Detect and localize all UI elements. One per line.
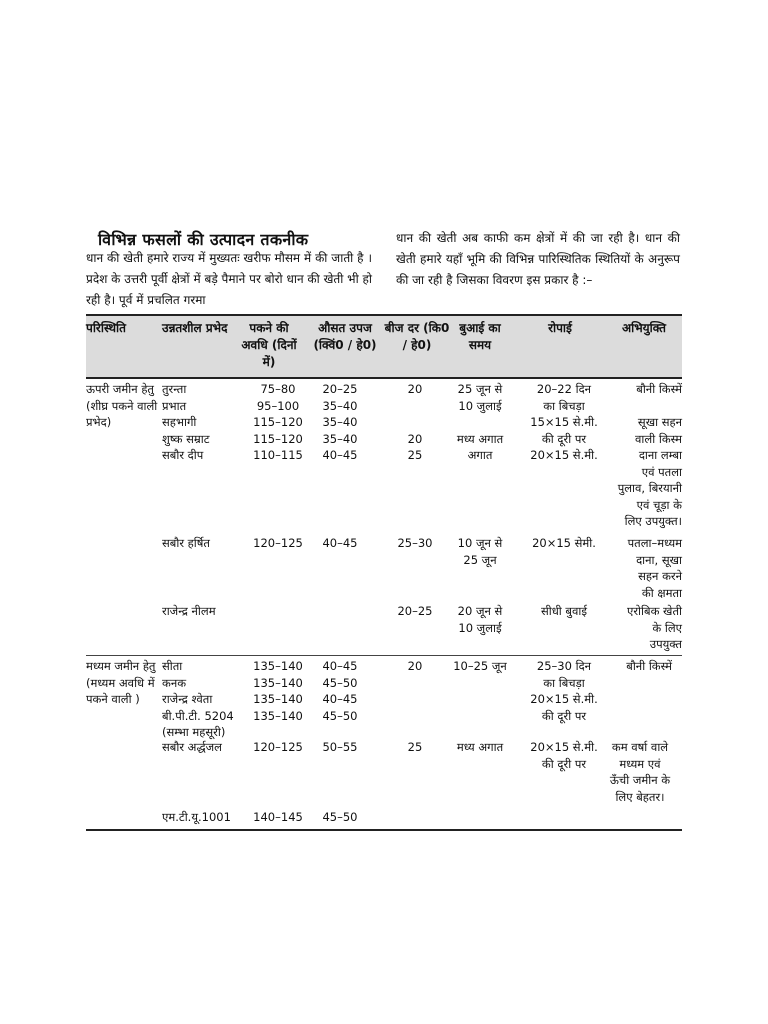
header-condition: परिस्थिति [86,321,126,335]
header-remarks: अभियुक्ति [621,321,667,335]
harshit-transplant: 20×15 सेमी. [532,536,596,550]
medium-yields: 40–45 45–50 40–45 45–50 [322,659,358,723]
upland-durations: 75–80 95–100 115–120 115–120 110–115 [253,382,303,462]
upland-remarks: बौनी किस्में सूखा सहन वाली किस्म दाना लम्बा एवं पतला पुलाव, बिरयानी एवं चूड़ा के लिए उपयुक्त। [617,382,682,528]
upland-transplant: 20–22 दिन का बिचड़ा 15×15 से.मी. की दूरी पर 20×15 से.मी. [530,382,598,462]
mtu-variety: एम.टी.यू.1001 [162,810,231,824]
medium-varieties: सीता कनक राजेन्द्र श्वेता बी.पी.टी. 5204 (सम्भा महसूरी) [162,659,234,739]
ardhjal-sowing: मध्य अगात [456,740,504,754]
header-yield: औसत उपज (क्विं0 / हे0) [313,321,377,352]
ardhjal-variety: सबौर अर्द्धजल [162,740,222,754]
neelam-seed-rate: 20–25 [397,604,433,618]
header-duration: पकने की अवधि (दिनों में) [241,321,297,369]
ardhjal-seed-rate: 25 [407,740,423,754]
neelam-remarks: एरोबिक खेती के लिए उपयुक्त [626,604,682,651]
neelam-sowing: 20 जून से 10 जुलाई [457,604,503,635]
section-heading: विभिन्न फसलों की उत्पादन तकनीक [98,230,309,249]
medium-seed-rate: 20 [407,659,423,673]
harshit-sowing: 10 जून से 25 जून [457,536,503,567]
upland-yields: 20–25 35–40 35–40 35–40 40–45 [322,382,358,462]
header-transplanting: रोपाई [548,321,572,335]
medium-sowing: 10–25 जून [453,659,507,673]
ardhjal-duration: 120–125 [253,740,303,754]
rice-varieties-table [86,314,682,379]
header-seed-rate: बीज दर (कि0 / हे0) [384,321,450,352]
medium-condition: मध्यम जमीन हेतु (मध्यम अवधि में पकने वाली ) [86,659,156,706]
upland-seed-rates: 20 20 25 [407,382,423,462]
medium-transplant: 25–30 दिन का बिचड़ा 20×15 से.मी. की दूरी पर [530,659,598,723]
neelam-transplant: सीधी बुवाई [540,604,588,618]
harshit-variety: सबौर हर्षित [162,536,210,550]
table-bottom-rule [86,829,682,831]
ardhjal-transplant: 20×15 से.मी. की दूरी पर [530,740,598,771]
upland-sowing: 25 जून से 10 जुलाई मध्य अगात अगात [456,382,504,462]
medium-remarks: बौनी किस्में [626,659,672,673]
mtu-yield: 45–50 [322,810,358,824]
harshit-remarks: पतला–मध्यम दाना, सूखा सहन करने की क्षमता [627,536,682,600]
header-variety: उन्नतशील प्रभेद [162,321,228,335]
intro-paragraph-right: धान की खेती अब काफी कम क्षेत्रों में की जा रही है। धान की खेती हमारे यहाँ भूमि की विभिन्न पारिस्थितिक स्थितियों के अनुरूप की जा रही है जिसका विवरण इस प्रकार है :– [396,231,680,287]
upland-varieties: तुरन्ता प्रभात सहभागी शुष्क सम्राट सबौर दीप [162,382,210,462]
upland-condition: ऊपरी जमीन हेतु (शीघ्र पकने वाली प्रभेद) [86,382,158,429]
harshit-seed-rate: 25–30 [397,536,433,550]
harshit-duration: 120–125 [253,536,303,550]
section-divider [86,655,682,656]
harshit-yield: 40–45 [322,536,358,550]
table-header [86,314,682,379]
ardhjal-remarks: कम वर्षा वाले मध्यम एवं ऊँची जमीन के लिए बेहतर। [609,740,671,804]
neelam-variety: राजेन्द्र नीलम [162,604,216,618]
ardhjal-yield: 50–55 [322,740,358,754]
intro-paragraph-left: धान की खेती हमारे राज्य में मुख्यतः खरीफ मौसम में की जाती है । प्रदेश के उत्तरी पूर्वी क्षेत्रों में बड़े पैमाने पर बोरो धान की खेती भी हो रही है। पूर्व में प्रचलित गरमा [86,251,372,307]
medium-durations: 135–140 135–140 135–140 135–140 [253,659,303,723]
header-sowing-time: बुआई का समय [459,321,501,352]
mtu-duration: 140–145 [253,810,303,824]
